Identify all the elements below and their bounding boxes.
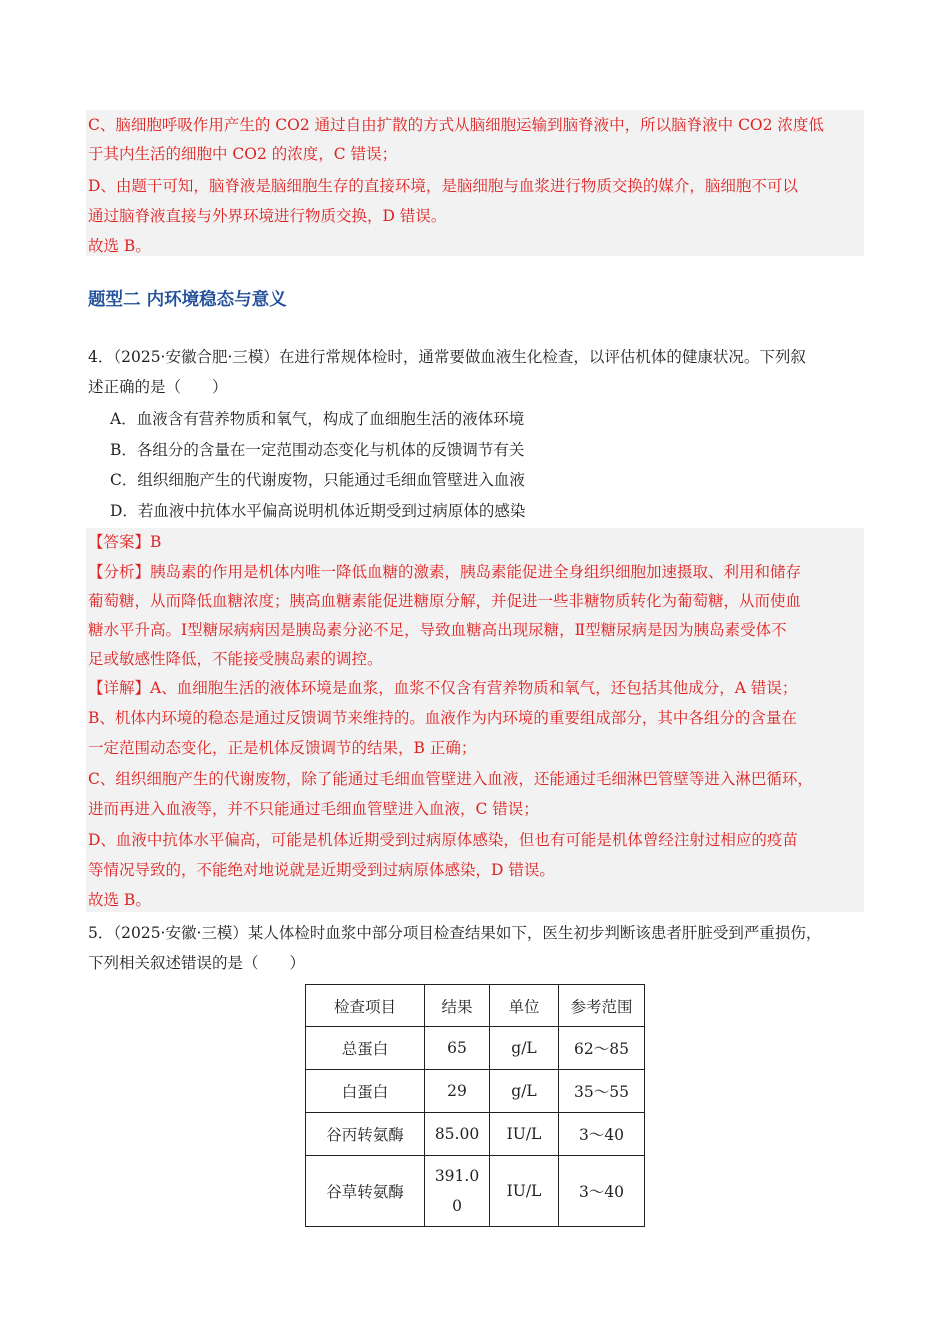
table-cell: 391.0 0 — [425, 1156, 490, 1227]
table-cell: 29 — [425, 1070, 490, 1113]
prev-explanation-line: D、由题干可知，脑脊液是脑细胞生存的直接环境，是脑细胞与血浆进行物质交换的媒介，脑细胞不可以 — [88, 177, 798, 195]
q4-analysis-line: 糖水平升高。Ⅰ型糖尿病病因是胰岛素分泌不足，导致血糖高出现尿糖，Ⅱ型糖尿病是因为胰岛素受体不 — [88, 621, 787, 639]
prev-explanation-line: 于其内生活的细胞中 CO2 的浓度，C 错误； — [88, 145, 398, 163]
section-heading: 题型二 内环境稳态与意义 — [88, 290, 287, 310]
table-cell: 总蛋白 — [306, 1027, 425, 1070]
table-header-cell: 检查项目 — [306, 985, 425, 1027]
table-cell: 3～40 — [559, 1156, 645, 1227]
table-row — [306, 1156, 645, 1227]
table-cell: 62～85 — [559, 1027, 645, 1070]
q4-detail-line: D、血液中抗体水平偏高，可能是机体近期受到过病原体感染，但也有可能是机体曾经注射过相应的疫苗 — [88, 831, 798, 849]
table-cell: 85.00 — [425, 1113, 490, 1156]
table-cell: 65 — [425, 1027, 490, 1070]
q4-analysis-line: 足或敏感性降低，不能接受胰岛素的调控。 — [88, 650, 383, 668]
table-cell: g/L — [490, 1070, 559, 1113]
prev-explanation-line: 故选 B。 — [88, 237, 151, 255]
q4-detail-line: 等情况导致的，不能绝对地说就是近期受到过病原体感染，D 错误。 — [88, 861, 555, 879]
q4-detail-line: 一定范围动态变化，正是机体反馈调节的结果，B 正确； — [88, 739, 477, 757]
table-cell: 35～55 — [559, 1070, 645, 1113]
table-cell: 白蛋白 — [306, 1070, 425, 1113]
q4-detail-line: B、机体内环境的稳态是通过反馈调节来维持的。血液作为内环境的重要组成部分，其中各组分的含量在 — [88, 709, 797, 727]
prev-explanation-line: C、脑细胞呼吸作用产生的 CO2 通过自由扩散的方式从脑细胞运输到脑脊液中，所以脑脊液中 CO2 浓度低 — [88, 116, 824, 134]
table-header-row — [306, 985, 645, 1027]
table-row — [306, 1070, 645, 1113]
q5-stem-line: 5．（2025·安徽·三模）某人体检时血浆中部分项目检查结果如下，医生初步判断该患者肝脏受到严重损伤， — [88, 924, 822, 942]
q4-stem-line: 4．（2025·安徽合肥·三模）在进行常规体检时，通常要做血液生化检查，以评估机体的健康状况。下列叙 — [88, 348, 806, 366]
q4-detail-line: 故选 B。 — [88, 891, 151, 909]
prev-explanation-line: 通过脑脊液直接与外界环境进行物质交换，D 错误。 — [88, 207, 447, 225]
table-cell: 3～40 — [559, 1113, 645, 1156]
table-header-cell: 参考范围 — [559, 985, 645, 1027]
table-header-cell: 单位 — [490, 985, 559, 1027]
table-cell: IU/L — [490, 1156, 559, 1227]
table-row — [306, 1027, 645, 1070]
q4-detail-line: C、组织细胞产生的代谢废物，除了能通过毛细血管壁进入血液，还能通过毛细淋巴管壁等进入淋巴循环， — [88, 770, 813, 788]
q4-detail-line: 【详解】A、血细胞生活的液体环境是血浆，血浆不仅含有营养物质和氧气，还包括其他成分，A 错误； — [88, 679, 798, 697]
q4-option-b: B．各组分的含量在一定范围动态变化与机体的反馈调节有关 — [110, 441, 525, 459]
lab-results-table — [305, 984, 645, 1227]
table-cell: IU/L — [490, 1113, 559, 1156]
q4-answer: 【答案】B — [88, 533, 162, 551]
table-row — [306, 1113, 645, 1156]
q4-option-d: D．若血液中抗体水平偏高说明机体近期受到过病原体的感染 — [110, 502, 526, 520]
table-cell: 谷丙转氨酶 — [306, 1113, 425, 1156]
q4-option-c: C．组织细胞产生的代谢废物，只能通过毛细血管壁进入血液 — [110, 471, 525, 489]
table-cell: g/L — [490, 1027, 559, 1070]
table-header-cell: 结果 — [425, 985, 490, 1027]
q4-option-a: A．血液含有营养物质和氧气，构成了血细胞生活的液体环境 — [110, 410, 525, 428]
q4-stem-line: 述正确的是（ ） — [88, 378, 228, 396]
table-cell: 谷草转氨酶 — [306, 1156, 425, 1227]
q4-analysis-line: 葡萄糖，从而降低血糖浓度；胰高血糖素能促进糖原分解，并促进一些非糖物质转化为葡萄糖，从而使血 — [88, 592, 802, 610]
q5-stem-line: 下列相关叙述错误的是（ ） — [88, 954, 306, 972]
q4-detail-line: 进而再进入血液等，并不只能通过毛细血管壁进入血液，C 错误； — [88, 800, 539, 818]
q4-analysis-line: 【分析】胰岛素的作用是机体内唯一降低血糖的激素，胰岛素能促进全身组织细胞加速摄取、利用和储存 — [88, 563, 802, 581]
